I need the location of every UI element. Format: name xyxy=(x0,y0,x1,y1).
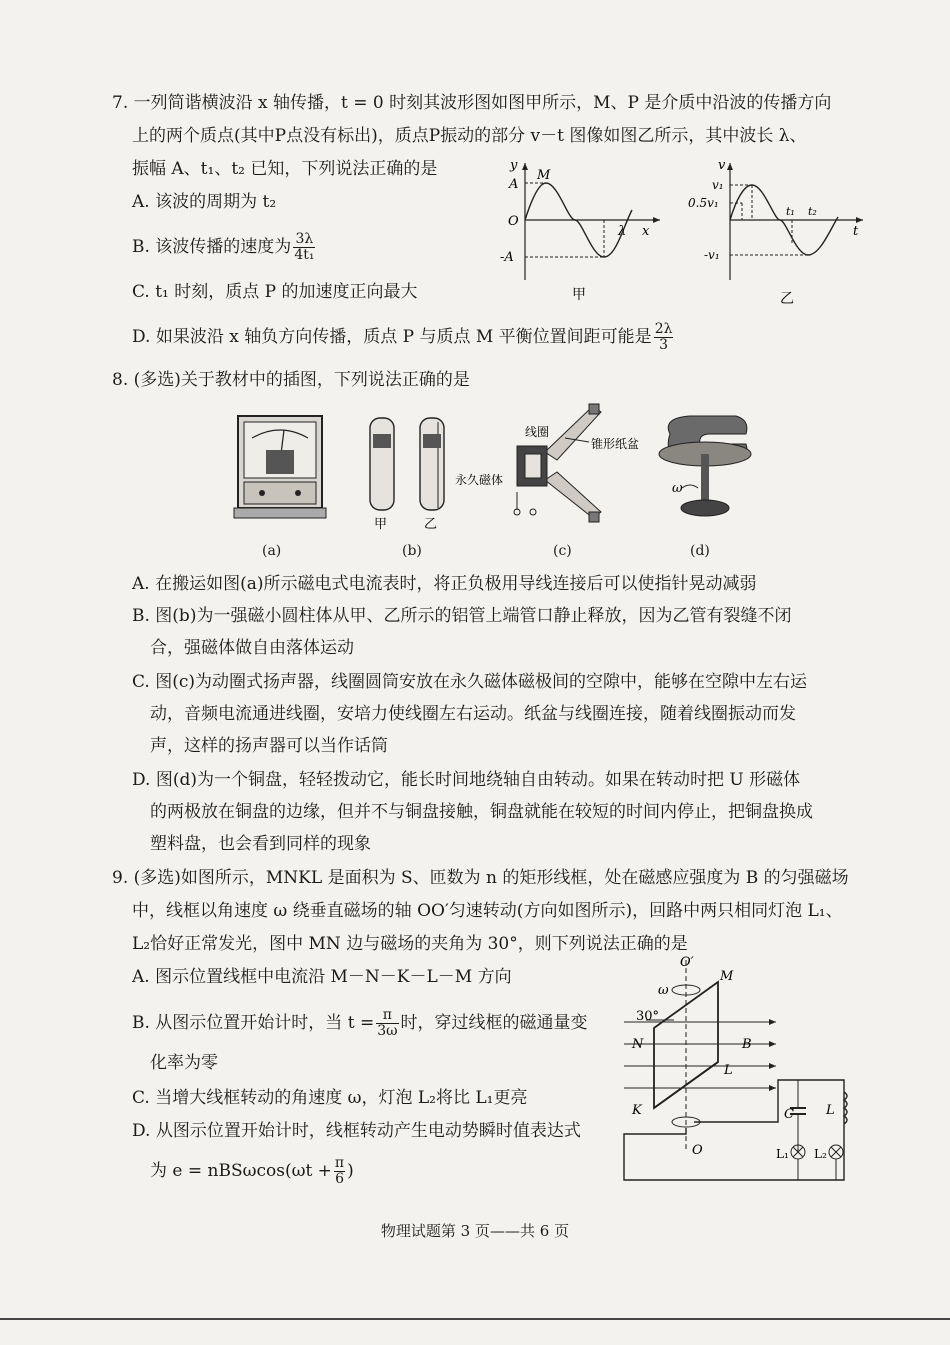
fraction-numerator: 2λ xyxy=(654,321,673,337)
inductor-label: L xyxy=(826,1103,835,1118)
v-axis-label: v xyxy=(718,158,726,173)
tube-yi xyxy=(420,418,444,510)
q8-figure-c-speaker xyxy=(455,402,660,534)
figure-caption-d: (d) xyxy=(690,543,710,559)
origin-label: O xyxy=(508,214,519,229)
q9-option-d-text-end: ) xyxy=(347,1161,354,1181)
q9-option-b-text: B. 从图示位置开始计时，当 t = xyxy=(132,1013,375,1033)
t1-label: t₁ xyxy=(786,205,795,218)
fraction-numerator: 3λ xyxy=(293,232,315,248)
lamp-l1-label: L₁ xyxy=(776,1147,789,1161)
omega-label: ω xyxy=(658,983,669,998)
q8-option-d-line3: 塑料盘，也会看到同样的现象 xyxy=(150,834,371,854)
vertex-l-label: L xyxy=(724,1063,733,1078)
q9-option-d-fraction xyxy=(334,1156,345,1187)
amplitude-label: A xyxy=(509,177,519,192)
q7-figure-jia xyxy=(500,155,665,305)
coil-label: 线圈 xyxy=(525,425,550,439)
fraction-denominator: 3ω xyxy=(377,1023,398,1039)
circuit-wire xyxy=(624,1080,844,1180)
q8-option-d-line1: D. 图(d)为一个铜盘，轻轻拨动它，能长时间地绕轴自由转动。如果在转动时把 U 形磁体 xyxy=(132,770,801,790)
axis-top-label: O′ xyxy=(680,955,694,970)
q9-option-d-text: 为 e = nBSωcos(ωt + xyxy=(150,1161,332,1181)
q8-option-c-line3: 声，这样的扬声器可以当作话筒 xyxy=(150,736,388,756)
q7-option-d-fraction xyxy=(654,322,674,353)
tube-jia-label: 甲 xyxy=(374,517,388,532)
q7-option-b-text: B. 该波传播的速度为 xyxy=(132,237,292,257)
q8-figure-d-copper-disk xyxy=(650,412,760,527)
q9-stem-line3: L₂恰好正常发光，图中 MN 边与磁场的夹角为 30°，则下列说法正确的是 xyxy=(132,934,688,954)
omega-label: ω xyxy=(672,481,683,496)
figure-caption: 甲 xyxy=(572,287,586,303)
v-axis-arrow xyxy=(727,163,733,170)
t2-label: t₂ xyxy=(808,205,817,218)
terminal-icon xyxy=(295,490,301,496)
q7-stem-line2: 上的两个质点(其中P点没有标出)，质点P振动的部分 v－t 图像如图乙所示，其中波长 λ、 xyxy=(132,126,807,146)
tube-yi-label: 乙 xyxy=(424,517,438,532)
q9-option-b-line1 xyxy=(132,1008,588,1039)
cone-lower xyxy=(545,472,601,518)
point-m-label: M xyxy=(537,168,551,183)
magnet-label: 永久磁体 xyxy=(455,473,504,487)
v1-label: v₁ xyxy=(712,178,724,192)
stand-base xyxy=(681,500,729,516)
q8-option-b-line1: B. 图(b)为一强磁小圆柱体从甲、乙所示的铝管上端管口静止释放，因为乙管有裂缝不闭 xyxy=(132,606,792,626)
q7-option-b xyxy=(132,232,317,263)
q8-option-c-line1: C. 图(c)为动圈式扬声器，线圈圆筒安放在永久磁体磁极间的空隙中，能够在空隙中左右运 xyxy=(132,672,807,692)
fraction-numerator: π xyxy=(376,1008,398,1024)
angle-label: 30° xyxy=(636,1009,660,1024)
field-arrow-icon xyxy=(769,1019,776,1025)
q8-option-d-line2: 的两极放在铜盘的边缘，但并不与铜盘接触，铜盘就能在较短的时间内停止，把铜盘换成 xyxy=(150,802,813,822)
q9-option-b-fraction xyxy=(376,1008,398,1039)
capacitor-label: C xyxy=(784,1107,794,1122)
q7-option-d xyxy=(132,322,675,353)
x-axis-arrow xyxy=(653,217,660,223)
page-footer: 物理试题第 3 页——共 6 页 xyxy=(380,1222,570,1240)
figure-caption-a: (a) xyxy=(262,543,282,559)
q7-stem-line1: 7. 一列简谐横波沿 x 轴传播，t = 0 时刻其波形图如图甲所示，M、P 是介质中沿波的传播方向 xyxy=(112,93,832,113)
lamp-l2-label: L₂ xyxy=(814,1147,827,1161)
figure-caption-c: (c) xyxy=(553,543,572,559)
q9-option-c: C. 当增大线框转动的角速度 ω，灯泡 L₂将比 L₁更亮 xyxy=(132,1088,528,1108)
q9-option-a: A. 图示位置线框中电流沿 M－N－K－L－M 方向 xyxy=(132,967,512,987)
q9-option-d-line1: D. 从图示位置开始计时，线框转动产生电动势瞬时值表达式 xyxy=(132,1121,581,1141)
q7-option-c: C. t₁ 时刻，质点 P 的加速度正向最大 xyxy=(132,282,418,302)
fraction-denominator: 4t₁ xyxy=(294,247,315,263)
field-arrow-icon xyxy=(769,1085,776,1091)
cone-edge xyxy=(589,404,599,414)
terminal-icon xyxy=(259,490,265,496)
meter-magnet xyxy=(266,450,294,474)
tube-jia xyxy=(370,418,394,510)
q7-stem-line3: 振幅 A、t₁、t₂ 已知，下列说法正确的是 xyxy=(132,159,438,179)
axis-bottom-label: O xyxy=(692,1143,703,1158)
meter-stand xyxy=(234,508,326,518)
field-arrow-icon xyxy=(769,1041,776,1047)
q8-option-b-line2: 合，强磁体做自由落体运动 xyxy=(150,638,354,658)
magnet-icon xyxy=(423,434,441,448)
meter-base xyxy=(244,482,316,504)
q8-stem: 8. (多选)关于教材中的插图，下列说法正确的是 xyxy=(112,370,470,390)
y-axis-arrow xyxy=(522,163,528,170)
q7-option-d-text: D. 如果波沿 x 轴负方向传播，质点 P 与质点 M 平衡位置间距可能是 xyxy=(132,327,652,347)
fraction-denominator: 3 xyxy=(659,337,669,353)
terminal-icon xyxy=(530,509,536,515)
q8-option-c-line2: 动，音频电流通进线圈，安培力使线圈左右运动。纸盆与线圈连接，随着线圈振动而发 xyxy=(150,704,796,724)
vertex-k-label: K xyxy=(632,1103,642,1118)
t-axis-label: t xyxy=(853,224,859,239)
figure-caption-b: (b) xyxy=(402,543,422,559)
q9-stem-line1: 9. (多选)如图所示，MNKL 是面积为 S、匝数为 n 的矩形线框，处在磁感应强度为 B 的匀强磁场 xyxy=(112,868,849,888)
field-arrow-icon xyxy=(769,1063,776,1069)
fraction-denominator: 6 xyxy=(335,1171,344,1187)
bottom-divider xyxy=(0,1318,950,1320)
axle xyxy=(701,454,709,502)
q7-option-b-fraction xyxy=(293,232,315,263)
q9-stem-line2: 中，线框以角速度 ω 绕垂直磁场的轴 OO′匀速转动(方向如图所示)，回路中两只相同灯泡 L₁、 xyxy=(132,901,843,921)
q8-figure-b-tubes xyxy=(358,412,458,532)
neg-amplitude-label: -A xyxy=(500,250,514,265)
vertex-n-label: N xyxy=(632,1037,644,1052)
fraction-numerator: π xyxy=(334,1155,345,1171)
field-b-label: B xyxy=(742,1037,752,1052)
wavelength-label: λ xyxy=(618,224,627,239)
x-axis-label: x xyxy=(642,224,650,239)
q8-figure-a-galvanometer xyxy=(232,412,327,524)
q8-option-a: A. 在搬运如图(a)所示磁电式电流表时，将正负极用导线连接后可以使指针晃动减弱 xyxy=(132,574,757,594)
voice-coil xyxy=(525,454,541,478)
vertex-m-label: M xyxy=(720,969,734,984)
rotation-arrow-icon xyxy=(682,485,698,488)
q9-option-b-text-end: 时，穿过线框的磁通量变 xyxy=(400,1013,588,1033)
y-axis-label: y xyxy=(510,158,518,173)
neg-v1-label: -v₁ xyxy=(704,248,720,262)
q9-option-b-line2: 化率为零 xyxy=(150,1053,218,1073)
q9-figure-coil-circuit xyxy=(618,950,858,1182)
t-axis-arrow xyxy=(856,217,863,223)
q9-option-d-line2 xyxy=(150,1156,354,1187)
magnet-icon xyxy=(373,434,391,448)
cone-edge xyxy=(589,512,599,522)
cone-label: 锥形纸盆 xyxy=(591,437,640,451)
figure-caption: 乙 xyxy=(780,291,794,305)
q7-figure-yi xyxy=(688,155,868,305)
q7-option-a: A. 该波的周期为 t₂ xyxy=(132,192,277,212)
half-v1-label: 0.5v₁ xyxy=(688,196,719,210)
